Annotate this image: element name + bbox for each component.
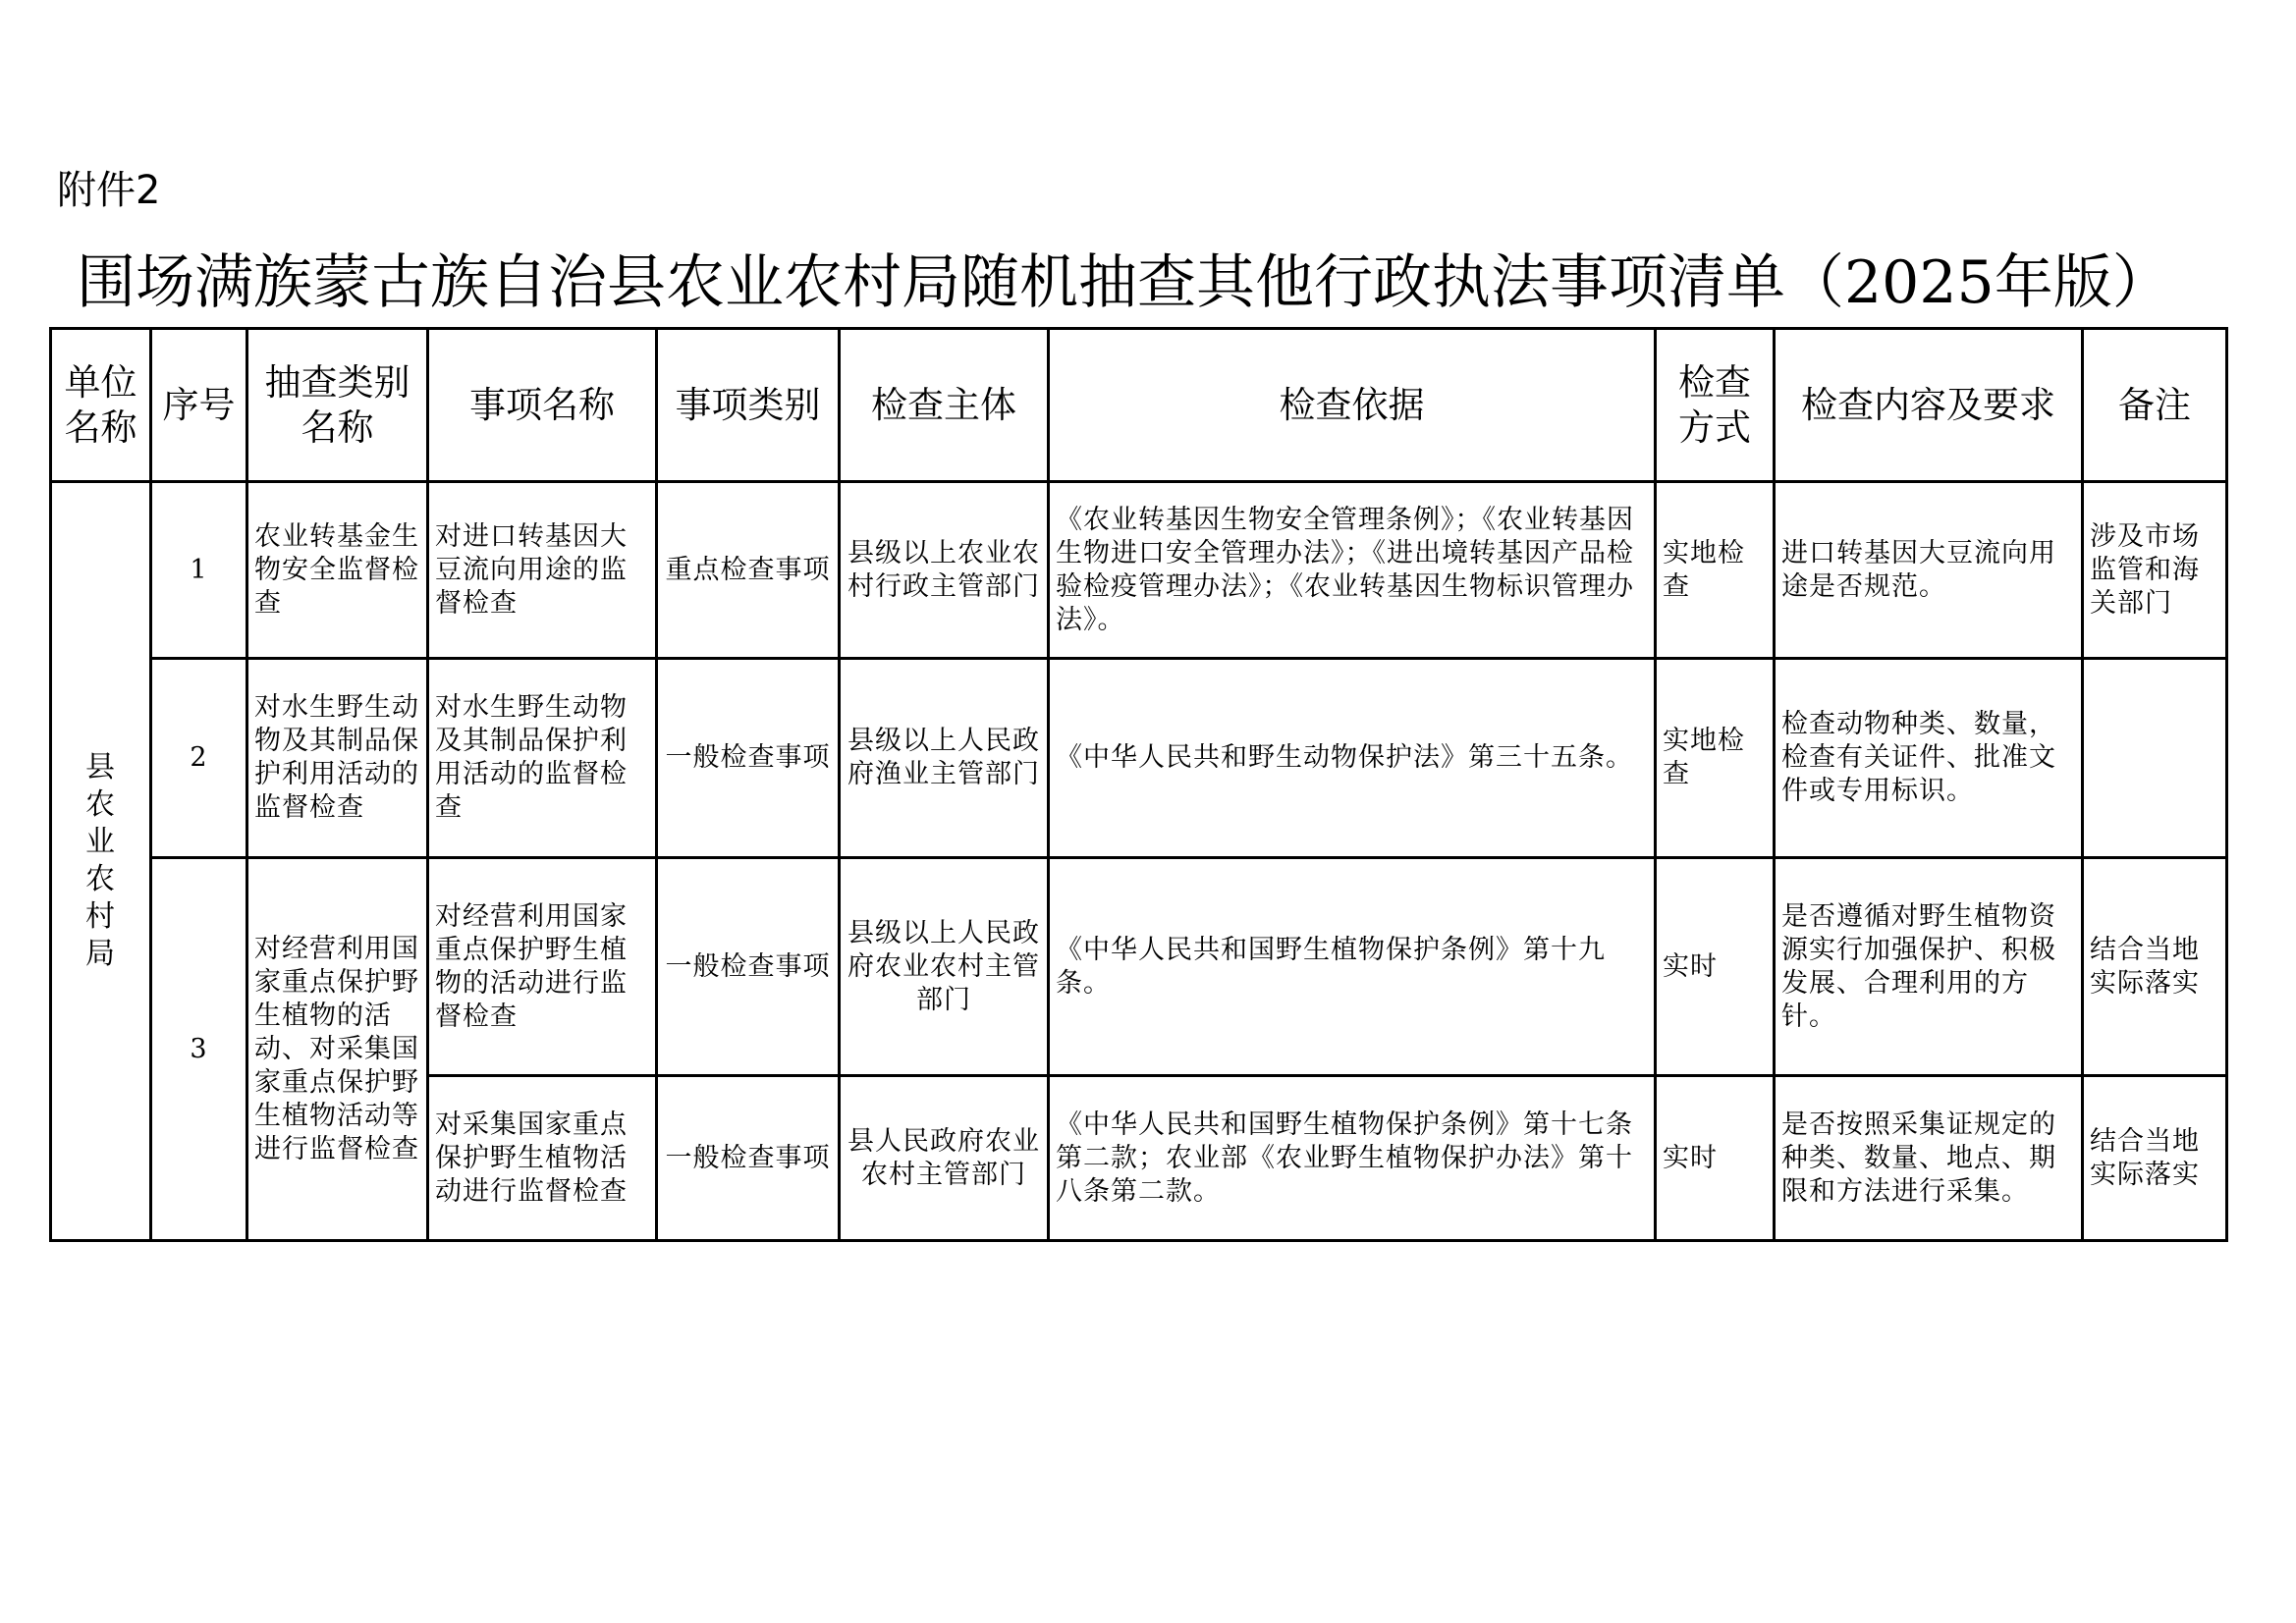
header-method: 检查方式 [1656,329,1775,482]
header-remark: 备注 [2083,329,2227,482]
header-content: 检查内容及要求 [1775,329,2083,482]
row-subject: 县级以上人民政府渔业主管部门 [840,659,1049,858]
row-content: 检查动物种类、数量，检查有关证件、批准文件或专用标识。 [1775,659,2083,858]
inspection-table [49,327,2228,1242]
row-remark: 结合当地实际落实 [2083,1076,2227,1241]
attachment-label: 附件2 [57,168,161,213]
row-seq: 3 [151,858,247,1241]
header-category: 抽查类别名称 [247,329,428,482]
row-basis: 《农业转基因生物安全管理条例》；《农业转基因生物进口安全管理办法》；《进出境转基因产品检验检疫管理办法》；《农业转基因生物标识管理办法》。 [1049,482,1656,659]
row-item-type: 一般检查事项 [657,1076,840,1241]
row-method: 实地检查 [1656,659,1775,858]
row-subject: 县人民政府农业农村主管部门 [840,1076,1049,1241]
row-remark: 结合当地实际落实 [2083,858,2227,1076]
row-category: 对经营利用国家重点保护野生植物的活动、对采集国家重点保护野生植物活动等进行监督检查 [247,858,428,1241]
row-remark: 涉及市场监管和海关部门 [2083,482,2227,659]
table-row [51,858,2227,1076]
unit-name: 县农业农村局 [85,750,116,971]
row-method: 实时 [1656,1076,1775,1241]
row-item-name: 对经营利用国家重点保护野生植物的活动进行监督检查 [428,858,657,1076]
row-content: 是否遵循对野生植物资源实行加强保护、积极发展、合理利用的方针。 [1775,858,2083,1076]
row-basis: 《中华人民共和国野生植物保护条例》第十九条。 [1049,858,1656,1076]
row-subject: 县级以上农业农村行政主管部门 [840,482,1049,659]
header-item-name: 事项名称 [428,329,657,482]
table-row [51,482,2227,659]
document-title: 围场满族蒙古族自治县农业农村局随机抽查其他行政执法事项清单（2025年版） [77,248,2171,317]
header-basis: 检查依据 [1049,329,1656,482]
row-content: 进口转基因大豆流向用途是否规范。 [1775,482,2083,659]
row-item-name: 对采集国家重点保护野生植物活动进行监督检查 [428,1076,657,1241]
row-item-name: 对进口转基因大豆流向用途的监督检查 [428,482,657,659]
header-unit: 单位名称 [51,329,151,482]
row-basis: 《中华人民共和野生动物保护法》第三十五条。 [1049,659,1656,858]
header-item-type: 事项类别 [657,329,840,482]
row-remark [2083,659,2227,858]
row-seq: 1 [151,482,247,659]
row-category: 对水生野生动物及其制品保护利用活动的监督检查 [247,659,428,858]
row-content: 是否按照采集证规定的种类、数量、地点、期限和方法进行采集。 [1775,1076,2083,1241]
row-item-type: 重点检查事项 [657,482,840,659]
table-row [51,659,2227,858]
row-basis: 《中华人民共和国野生植物保护条例》第十七条第二款；农业部《农业野生植物保护办法》第十八条第二款。 [1049,1076,1656,1241]
unit-name-cell [51,482,151,1241]
row-seq: 2 [151,659,247,858]
row-category: 农业转基金生物安全监督检查 [247,482,428,659]
header-seq: 序号 [151,329,247,482]
row-item-type: 一般检查事项 [657,659,840,858]
row-item-type: 一般检查事项 [657,858,840,1076]
row-method: 实时 [1656,858,1775,1076]
row-item-name: 对水生野生动物及其制品保护利用活动的监督检查 [428,659,657,858]
row-subject: 县级以上人民政府农业农村主管部门 [840,858,1049,1076]
table-header-row [51,329,2227,482]
row-method: 实地检查 [1656,482,1775,659]
header-subject: 检查主体 [840,329,1049,482]
